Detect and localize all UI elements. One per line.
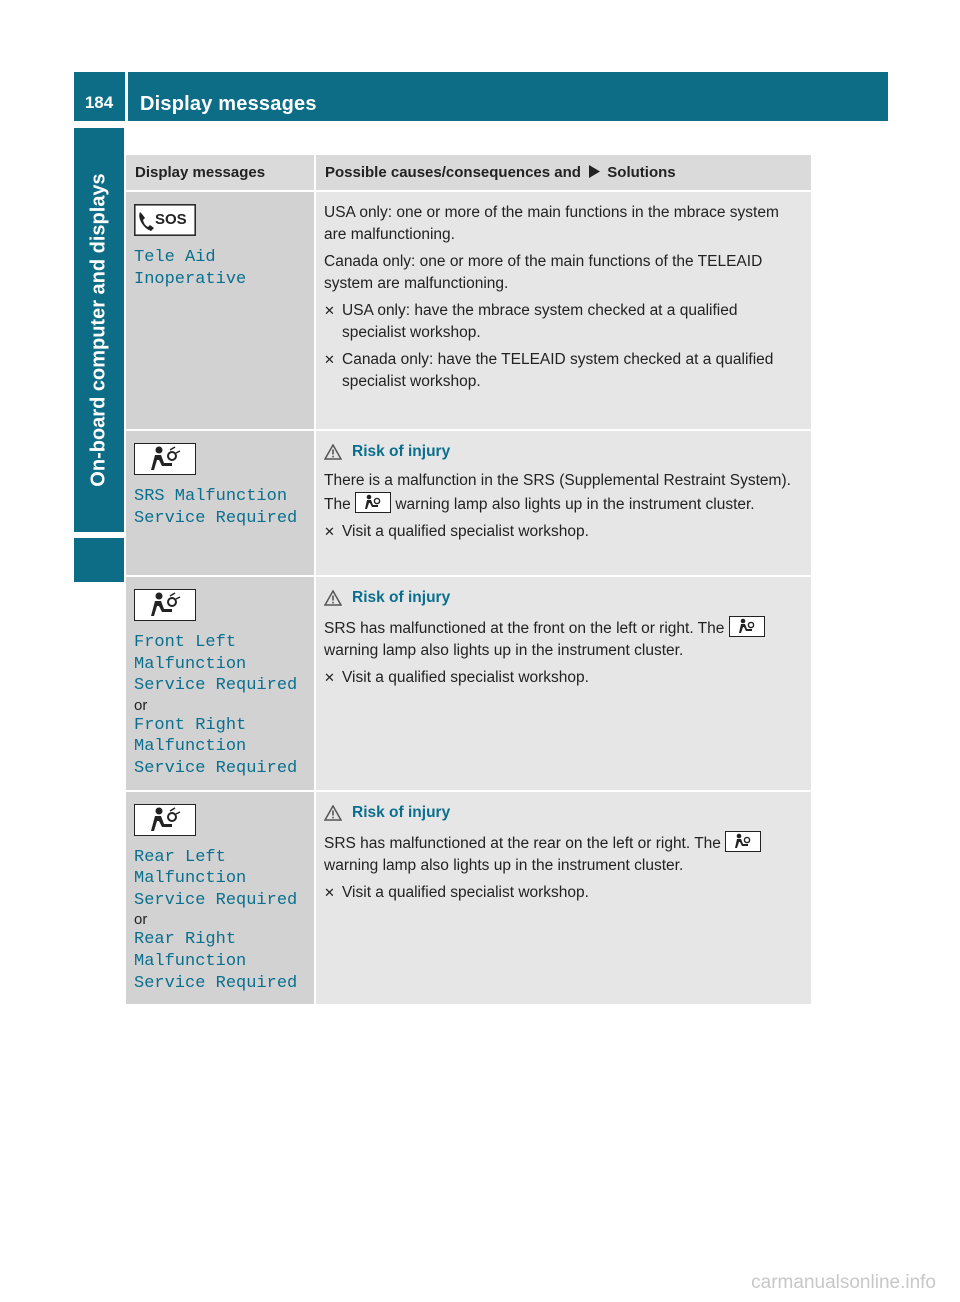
svg-text:SOS: SOS <box>155 211 187 228</box>
solution-cell <box>315 576 811 791</box>
col2-header-suffix: Solutions <box>607 164 676 181</box>
solution-text: Visit a qualified specialist workshop. <box>342 883 589 901</box>
warning-label: Risk of injury <box>352 589 451 606</box>
cause-text-end: warning lamp also lights up in the instrument cluster. <box>324 856 684 874</box>
cause-text-start: SRS has malfunctioned at the rear on the left or right. The <box>324 834 721 852</box>
airbag-icon <box>355 492 391 513</box>
airbag-icon <box>134 443 196 475</box>
message-line: Service Required <box>134 890 298 910</box>
solution-item <box>324 349 803 393</box>
message-line: Malfunction <box>134 869 247 889</box>
table-row <box>126 576 811 791</box>
cause-text <box>324 470 803 516</box>
bullet-x-icon: ✕ <box>324 303 335 318</box>
warning-triangle-icon <box>324 805 342 821</box>
page-title: Display messages <box>140 93 317 115</box>
side-marker <box>74 538 124 582</box>
solution-cell <box>315 791 811 1005</box>
cause-text-end: warning lamp also lights up in the instrument cluster. <box>395 496 755 513</box>
column-header-display-messages: Display messages <box>126 155 315 191</box>
cause-text-start: There is a malfunction in the SRS (Supplemental Restraint System). The <box>324 472 791 513</box>
risk-warning <box>324 441 803 463</box>
cause-text-start: SRS has malfunctioned at the front on the left or right. The <box>324 620 725 637</box>
warning-label: Risk of injury <box>352 443 451 460</box>
message-line: SRS Malfunction <box>134 487 288 506</box>
sos-phone-icon <box>134 204 196 241</box>
warning-triangle-icon <box>324 590 342 606</box>
message-line: Malfunction <box>134 951 247 971</box>
message-line-with-or <box>134 675 306 715</box>
message-cell <box>126 191 315 430</box>
column-header-solutions <box>315 155 811 191</box>
message-line-with-or <box>134 890 306 930</box>
message-line: Malfunction <box>134 737 247 757</box>
message-cell <box>126 576 315 791</box>
risk-warning <box>324 587 803 609</box>
solution-item <box>324 521 803 543</box>
cause-text: USA only: one or more of the main functions in the mbrace system are malfunctioning. <box>324 204 779 243</box>
message-line: Front Right <box>134 715 247 735</box>
message-line: Service Required <box>134 676 298 696</box>
message-line: Tele Aid <box>134 248 216 267</box>
warning-triangle-icon <box>324 444 342 460</box>
cause-text <box>324 831 803 877</box>
or-text: or <box>134 696 148 714</box>
message-cell <box>126 791 315 1005</box>
solution-text: Canada only: have the TELEAID system checked at a qualified specialist workshop. <box>342 351 774 390</box>
cause-text <box>324 616 803 662</box>
bullet-x-icon: ✕ <box>324 884 335 900</box>
airbag-icon <box>134 804 196 836</box>
page-number: 184 <box>84 93 114 112</box>
solution-item <box>324 300 803 344</box>
table-row <box>126 191 811 430</box>
airbag-icon <box>725 831 761 852</box>
message-line: Inoperative <box>134 269 247 289</box>
bullet-x-icon: ✕ <box>324 352 335 367</box>
message-line: Service Required <box>134 758 298 778</box>
airbag-icon <box>729 616 765 637</box>
message-line: Front Left <box>134 633 237 652</box>
solution-item <box>324 882 803 904</box>
message-line: Malfunction <box>134 654 247 674</box>
message-line: Rear Left <box>134 847 226 867</box>
solution-text: USA only: have the mbrace system checked at a qualified specialist workshop. <box>342 302 738 341</box>
play-arrow-icon <box>588 165 600 178</box>
solution-text: Visit a qualified specialist workshop. <box>342 523 589 540</box>
message-line: Rear Right <box>134 930 237 950</box>
solution-text: Visit a qualified specialist workshop. <box>342 669 589 686</box>
or-text: or <box>134 911 148 929</box>
warning-label: Risk of injury <box>352 803 451 821</box>
table-row <box>126 791 811 1005</box>
side-tab-label-wrap <box>74 128 124 532</box>
solution-cell <box>315 430 811 576</box>
cause-text: Canada only: one or more of the main functions of the TELEAID system are malfunctioning. <box>324 253 763 292</box>
message-line: Service Required <box>134 508 298 528</box>
solution-cell <box>315 191 811 430</box>
bullet-x-icon: ✕ <box>324 524 335 539</box>
header-divider <box>125 72 128 121</box>
message-cell <box>126 430 315 576</box>
display-messages-table <box>126 155 811 1004</box>
message-line: Service Required <box>134 973 298 993</box>
airbag-icon <box>134 589 196 621</box>
table-header-row <box>126 155 811 191</box>
risk-warning <box>324 802 803 824</box>
col2-header-prefix: Possible causes/consequences and <box>325 164 581 181</box>
bullet-x-icon: ✕ <box>324 670 335 685</box>
watermark: carmanualsonline.info <box>751 1272 936 1293</box>
cause-text-end: warning lamp also lights up in the instrument cluster. <box>324 642 684 659</box>
side-tab-label: On-board computer and displays <box>87 173 110 487</box>
solution-item <box>324 667 803 689</box>
table-row <box>126 430 811 576</box>
